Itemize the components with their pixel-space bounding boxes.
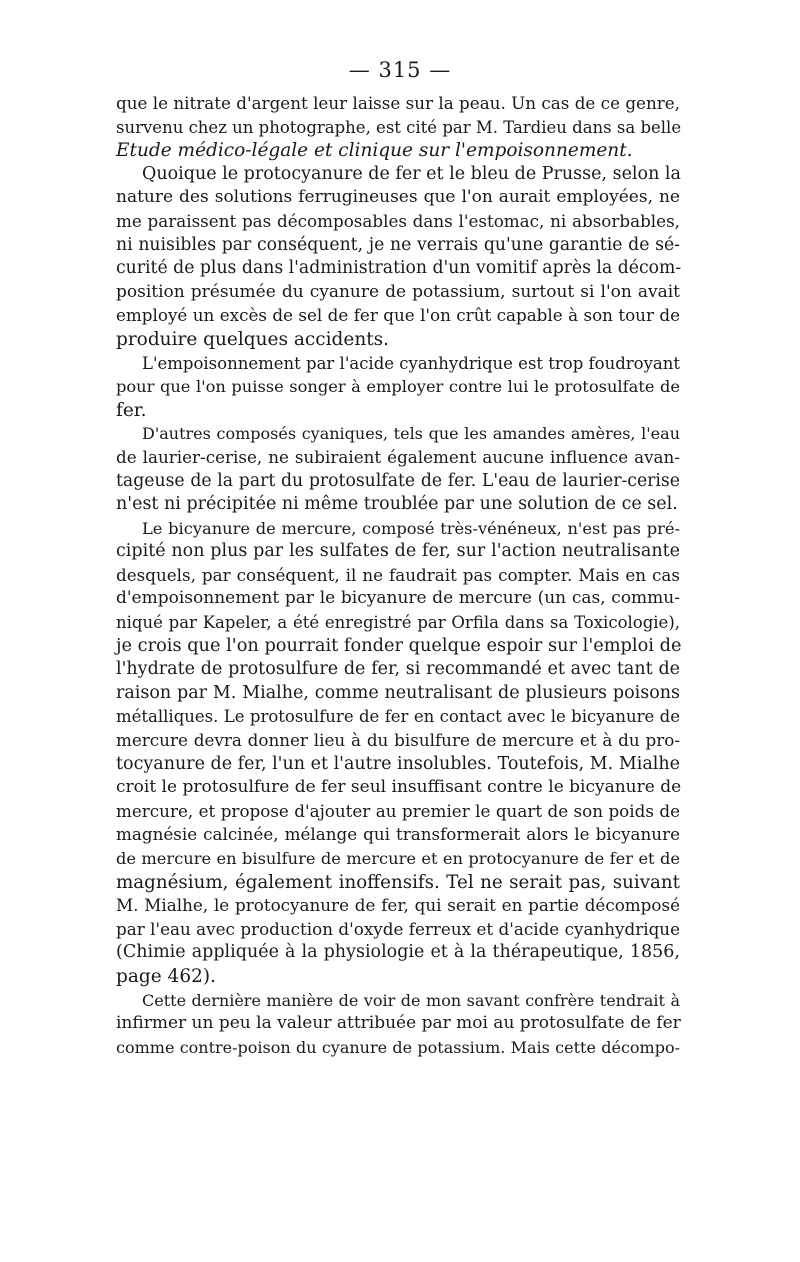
text-line: d'empoisonnement par le bicyanure de mercure (un cas, commu- <box>116 588 680 609</box>
text-line: métalliques. Le protosulfure de fer en contact avec le bicyanure de <box>116 707 680 727</box>
text-line: niqué par Kapeler, a été enregistré par Orfila dans sa Toxicologie), <box>116 613 680 633</box>
text-line: comme contre-poison du cyanure de potassium. Mais cette décompo- <box>116 1037 680 1057</box>
text-line: de mercure en bisulfure de mercure et en protocyanure de fer et de <box>116 849 680 868</box>
text-line: mercure devra donner lieu à du bisulfure de mercure et à du pro- <box>116 730 680 751</box>
text-line: l'hydrate de protosulfure de fer, si recommandé et avec tant de <box>116 659 680 680</box>
page-number: — 315 — <box>348 58 452 82</box>
text-line: que le nitrate d'argent leur laisse sur la peau. Un cas de ce genre, <box>116 93 680 113</box>
text-line: croit le protosulfure de fer seul insuffisant contre le bicyanure de <box>116 777 682 798</box>
text-line: Le bicyanure de mercure, composé très-vénéneux, n'est pas pré- <box>142 518 680 538</box>
text-line: infirmer un peu la valeur attribuée par moi au protosulfate de fer <box>116 1013 681 1034</box>
text-line: (Chimie appliquée à la physiologie et à la thérapeutique, 1856, <box>116 942 680 963</box>
text-line: de laurier-cerise, ne subiraient également aucune influence avan- <box>116 446 680 467</box>
text-line: M. Mialhe, le protocyanure de fer, qui serait en partie décomposé <box>116 895 680 916</box>
text-line: n'est ni précipitée ni même troublée par une solution de ce sel. <box>116 494 678 515</box>
text-line: page 462). <box>116 965 216 987</box>
text-line: produire quelques accidents. <box>116 328 390 350</box>
text-line: fer. <box>116 399 147 421</box>
text-line: position présumée du cyanure de potassium, surtout si l'on avait <box>116 281 680 302</box>
text-line: Quoique le protocyanure de fer et le bleu de Prusse, selon la <box>142 163 681 184</box>
text-line: magnésie calcinée, mélange qui transformerait alors le bicyanure <box>116 824 680 845</box>
text-line: mercure, et propose d'ajouter au premier le quart de son poids de <box>116 800 680 821</box>
text-line: cipité non plus par les sulfates de fer, sur l'action neutralisante <box>116 541 680 562</box>
body-text <box>116 92 680 1059</box>
text-line: magnésium, également inoffensifs. Tel ne serait pas, suivant <box>116 871 680 893</box>
text-line: D'autres composés cyaniques, tels que les amandes amères, l'eau <box>142 424 680 444</box>
text-line: raison par M. Mialhe, comme neutralisant de plusieurs poisons <box>116 682 680 703</box>
text-line: desquels, par conséquent, il ne faudrait pas compter. Mais en cas <box>116 564 680 585</box>
text-line: nature des solutions ferrugineuses que l'on aurait employées, ne <box>116 187 680 208</box>
text-line: Etude médico-légale et clinique sur l'empoisonnement. <box>116 140 633 162</box>
text-line: curité de plus dans l'administration d'un vomitif après la décom- <box>116 258 682 279</box>
text-line: je crois que l'on pourrait fonder quelque espoir sur l'emploi de <box>116 635 682 656</box>
text-line: me paraissent pas décomposables dans l'estomac, ni absorbables, <box>116 210 680 231</box>
text-line: ni nuisibles par conséquent, je ne verrais qu'une garantie de sé- <box>116 234 680 255</box>
text-line: par l'eau avec production d'oxyde ferreux et d'acide cyanhydrique <box>116 918 680 939</box>
text-line: pour que l'on puisse songer à employer contre lui le protosulfate de <box>116 377 680 397</box>
text-line: employé un excès de sel de fer que l'on crût capable à son tour de <box>116 305 680 326</box>
text-line: survenu chez un photographe, est cité par M. Tardieu dans sa belle <box>116 117 682 137</box>
text-line: Cette dernière manière de voir de mon savant confrère tendrait à <box>142 990 680 1010</box>
text-line: tocyanure de fer, l'un et l'autre insolubles. Toutefois, M. Mialhe <box>116 753 680 774</box>
text-line: L'empoisonnement par l'acide cyanhydrique est trop foudroyant <box>142 353 681 373</box>
text-line: tageuse de la part du protosulfate de fer. L'eau de laurier-cerise <box>116 470 680 491</box>
